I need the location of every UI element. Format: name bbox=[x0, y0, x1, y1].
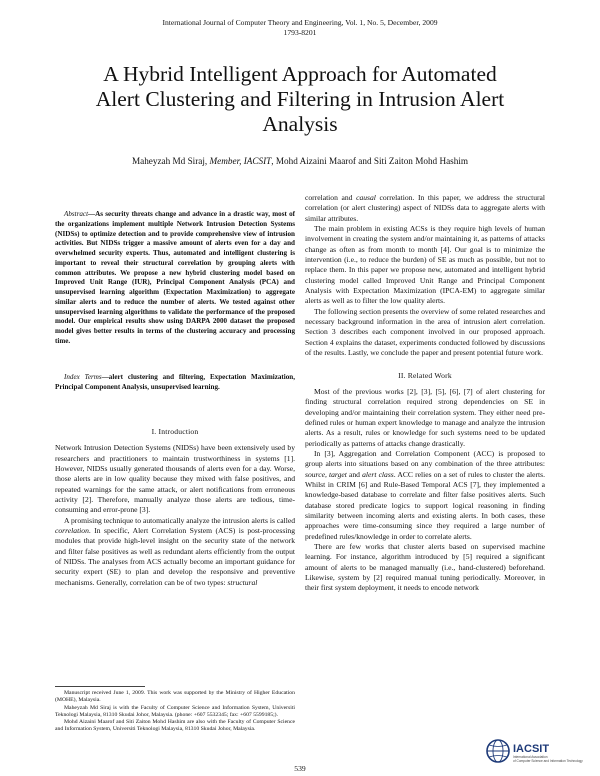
journal-issn: 1793-8201 bbox=[283, 28, 317, 37]
logo-subtitle-1: International Association bbox=[513, 755, 548, 759]
introduction-section bbox=[55, 427, 295, 588]
index-terms-label: Index Terms bbox=[64, 373, 102, 381]
related-paragraph-1: Most of the previous works [2], [3], [5], [6], [7] of alert clustering for finding structural correlation required strong dependencies on SE in developing and/or maintaining their correlation system. They either need pre-defined rules or human expert knowledge to manage and analyze the intrusion alerts. As a result, rules or knowledge for such systems need to be updated periodically as patterns of attacks change drastically. bbox=[305, 386, 545, 448]
related-paragraph-3: There are few works that cluster alerts based on supervised machine learning. For instance, algorithm introduced by [5] required a significant amount of alerts to be managed manually (i.e., hand-clustered) beforehand. Likewise, system by [2] required manual tuning periodically. Moreover, in their first system deployment, it needs to encode network bbox=[305, 542, 545, 593]
right-paragraph-1: correlation and causal correlation. In this paper, we address the structural correlation (or alert clustering) aspect of NIDSs data to aggregate alerts with similar attributes. bbox=[305, 193, 545, 223]
related-paragraph-2: In [3], Aggregation and Correlation Component (ACC) is proposed to group alerts into situations based on any combination of the three attributes: source, target and alert class. ACC relies on a set of rules to cluster the alerts. Whilst in CRIM [6] and Rule-Based Temporal ACS [7], they implemented a knowledge-based database to correlate and filter false positives alerts. Such database stored predicate logics to support logical reasoning in finding similarity between incoming alerts and existing alerts. In both cases, these approaches were time-consuming since they required a large number of predefined rules/knowledge in order to correlate alerts. bbox=[305, 448, 545, 541]
first-author: Maheyzah Md Siraj, bbox=[131, 156, 210, 166]
paper-title bbox=[40, 62, 560, 137]
footnote-manuscript: Manuscript received June 1, 2009. This work was supported by the Ministry of Higher Education (MOHE), Malaysia. bbox=[55, 690, 295, 704]
abstract bbox=[55, 210, 295, 347]
abstract-label: Abstract bbox=[64, 210, 89, 218]
other-authors: , Mohd Aizaini Maarof and Siti Zaiton Mohd Hashim bbox=[271, 156, 469, 166]
index-terms-text: —alert clustering and filtering, Expectation Maximization, Principal Component Analysis, unsupervised learning. bbox=[55, 373, 295, 391]
title-line-1: A Hybrid Intelligent Approach for Automated bbox=[103, 62, 497, 86]
right-paragraph-2: The main problem in existing ACSs is they require high levels of human involvement in creating the system and/or maintaining it, as patterns of attacks change as often as from month to month [4]. Our goal is to minimize the intervention (i.e., to reduce the burden) of SE as much as possible, but not to replace them. In this paper we propose new, automated and intelligent hybrid clustering model called Improved Unit Range and Principal Component Analysis with Expectation Maximization (IPCA-EM) to aggregate similar alerts as well as to filter the low quality alerts. bbox=[305, 224, 545, 306]
index-terms bbox=[55, 373, 295, 393]
footnote-divider bbox=[55, 686, 145, 687]
title-line-2: Alert Clustering and Filtering in Intrusion Alert bbox=[95, 87, 505, 111]
journal-citation: International Journal of Computer Theory and Engineering, Vol. 1, No. 5, December, 2009 bbox=[162, 18, 438, 27]
right-paragraph-3: The following section presents the overview of some related researches and necessary background information in the area of intrusion alert correlation. Section 3 describes each component involved in our proposed approach. Section 4 explains the dataset, experiments conducted followed by discussions of the results. Lastly, we conclude the paper and present potential future work. bbox=[305, 306, 545, 358]
author-line bbox=[20, 156, 580, 166]
page-number: 539 bbox=[294, 764, 306, 773]
right-column bbox=[305, 193, 545, 594]
introduction-heading: I. Introduction bbox=[151, 427, 199, 436]
abstract-text: —As security threats change and advance in a drastic way, most of the organizations implement multiple Network Intrusion Detection Systems (NIDSs) to optimize detection and to provide comprehensive view of intrusion activities. But NIDSs trigger a massive amount of alerts even for a day and overwhelmed security experts. Thus, automated and intelligent clustering is important to reveal their structural correlation by grouping alerts with common attributes. We propose a new hybrid clustering model based on Improved Unit Range (IUR), Principal Component Analysis (PCA) and unsupervised learning algorithm (Expectation Maximization) to aggregate similar alerts and to reduce the number of alerts. We tested against other unsupervised learning algorithms to validate the performance of the proposed model. Our empirical results show using DARPA 2000 dataset the proposed model gives better results in terms of the clustering accuracy and processing time. bbox=[55, 210, 295, 345]
related-work-heading: II. Related Work bbox=[398, 370, 452, 380]
logo-name: IACSIT bbox=[513, 743, 550, 755]
title-line-3: Analysis bbox=[262, 112, 338, 136]
logo-subtitle-2: of Computer Science and Information Technology bbox=[513, 759, 583, 763]
intro-paragraph-2: A promising technique to automatically analyze the intrusion alerts is called correlation. In specific, Alert Correlation System (ACS) is post-processing modules that provide high-level insight on the security state of the network and filter false positives as well as redundant alerts efficiently from the output of NIDSs. The analyses from ACS actually become an important guidance for security expert (SE) to plan and develop the responsive and preventive mechanisms. Generally, correlation can be of two types: structural bbox=[55, 515, 295, 587]
iacsit-logo bbox=[485, 735, 595, 767]
intro-paragraph-1: Network Intrusion Detection Systems (NIDSs) have been extensively used by researchers and practitioners to maintain trustworthiness in systems [1]. However, NIDSs usually generated thousands of alerts even for a day. Worse, those alerts are in low quality because they mixed with false positives, and repeated warnings for the same attack, or alert notifications from erroneous activity [2]. Therefore, manually analyze those alerts are tedious, time-consuming and error-prone [3]. bbox=[55, 443, 295, 515]
footnotes bbox=[55, 690, 295, 734]
journal-header bbox=[0, 18, 600, 38]
footnote-author-2: Mohd Aizaini Maarof and Siti Zaiton Mohd Hashim are also with the Faculty of Computer Science and Information System, Universiti Teknologi Malaysia, 81310 Skudai Johor, Malaysia. bbox=[55, 719, 295, 733]
footnote-author-1: Maheyzah Md Siraj is with the Faculty of Computer Science and Information System, Universiti Teknologi Malaysia, 81310 Skudai Johor, Malaysia. (phone: +607 5532345; fax: +607 5599185;). bbox=[55, 704, 295, 718]
author-membership: Member, IACSIT bbox=[209, 156, 272, 166]
